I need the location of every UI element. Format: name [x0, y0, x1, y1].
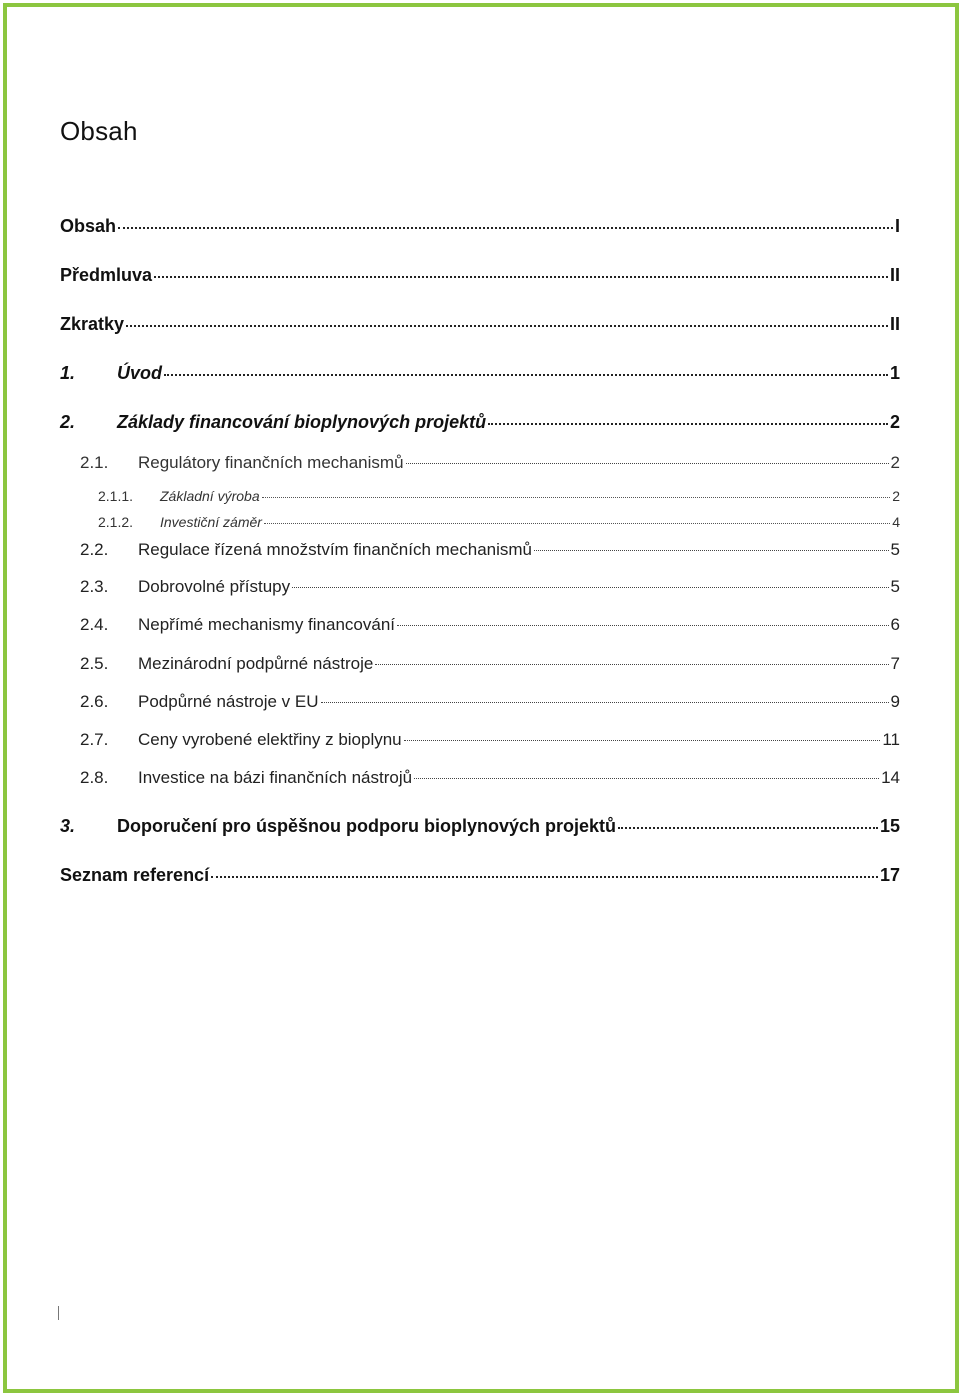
toc-entry-2-5[interactable]	[60, 654, 900, 674]
toc-entry-2-3[interactable]	[60, 577, 900, 597]
toc-entry-2-1-1[interactable]	[60, 488, 900, 504]
toc-page-number: 2	[889, 412, 900, 432]
toc-entry-number: 2.2.	[80, 540, 109, 559]
toc-entry-title: Základní výroba	[160, 488, 260, 504]
toc-entry-title: Investice na bázi finančních nástrojů	[138, 768, 413, 787]
toc-entry-title: Úvod	[117, 363, 162, 383]
toc-entry-title: Obsah	[60, 216, 117, 236]
toc-page-number: 7	[890, 654, 900, 673]
toc-entry-number: 2.5.	[80, 654, 109, 673]
toc-entry-title: Základy financování bioplynových projektů	[117, 412, 487, 432]
toc-entry-number: 2.8.	[80, 768, 109, 787]
toc-entry-title: Regulátory finančních mechanismů	[138, 453, 404, 472]
toc-page-number: 14	[881, 768, 900, 787]
toc-entry-title: Zkratky	[60, 314, 125, 334]
toc-page-number: 1	[889, 363, 900, 383]
dot-leader	[488, 423, 888, 425]
dot-leader	[118, 227, 893, 229]
toc-entry-number: 2.6.	[80, 692, 109, 711]
dot-leader	[154, 276, 888, 278]
toc-entry-title: Dobrovolné přístupy	[138, 577, 291, 596]
toc-page-number: 6	[890, 615, 900, 634]
toc-entry-title: Mezinárodní podpůrné nástroje	[138, 654, 374, 673]
toc-entry-number: 3.	[60, 816, 76, 836]
toc-entry-number: 2.7.	[80, 730, 109, 749]
toc-entry-number: 2.1.2.	[98, 514, 134, 530]
toc-page-number: II	[889, 265, 900, 285]
dot-leader	[292, 587, 888, 588]
toc-page-number: 17	[879, 865, 900, 885]
toc-entry-doporuceni[interactable]	[60, 816, 900, 837]
toc-entry-2-1-2[interactable]	[60, 514, 900, 530]
toc-entry-title: Ceny vyrobené elektřiny z bioplynu	[138, 730, 402, 749]
toc-entry-title: Doporučení pro úspěšnou podporu bioplynových projektů	[117, 816, 617, 836]
toc-entry-number: 2.	[60, 412, 76, 432]
dot-leader	[397, 625, 889, 626]
toc-entry-predmluva[interactable]	[60, 265, 900, 286]
toc-entry-zaklady[interactable]	[60, 412, 900, 433]
page-footer-number	[58, 1306, 59, 1320]
toc-page-number: 2	[890, 453, 900, 472]
dot-leader	[406, 463, 889, 464]
dot-leader	[262, 497, 891, 498]
toc-page-number: 15	[879, 816, 900, 836]
toc-entry-number: 2.1.1.	[98, 488, 134, 504]
toc-entry-title: Regulace řízená množstvím finančních mechanismů	[138, 540, 533, 559]
toc-entry-title: Předmluva	[60, 265, 153, 285]
toc-page-number: 2	[892, 488, 900, 504]
dot-leader	[375, 664, 888, 665]
toc-page-number: II	[889, 314, 900, 334]
toc-page-number: I	[894, 216, 900, 236]
toc-page-number: 9	[890, 692, 900, 711]
toc-entry-seznam-referenci[interactable]	[60, 865, 900, 886]
dot-leader	[534, 550, 889, 551]
dot-leader	[164, 374, 888, 376]
toc-page-number: 4	[892, 514, 900, 530]
dot-leader	[321, 702, 889, 703]
toc-entry-number: 2.4.	[80, 615, 109, 634]
dot-leader	[126, 325, 888, 327]
toc-entry-title: Investiční záměr	[160, 514, 262, 530]
dot-leader	[414, 778, 879, 779]
toc-entry-2-6[interactable]	[60, 692, 900, 712]
toc-entry-2-2[interactable]	[60, 540, 900, 560]
toc-entry-2-8[interactable]	[60, 768, 900, 788]
dot-leader	[211, 876, 878, 878]
toc-entry-2-1[interactable]	[60, 453, 900, 473]
page-title: Obsah	[60, 116, 138, 146]
toc-page-number: 5	[890, 577, 900, 596]
dot-leader	[404, 740, 881, 741]
toc-entry-title: Seznam referencí	[60, 865, 210, 885]
toc-entry-2-7[interactable]	[60, 730, 900, 750]
dot-leader	[264, 523, 890, 524]
dot-leader	[618, 827, 878, 829]
toc-entry-title: Nepřímé mechanismy financování	[138, 615, 396, 634]
toc-page-number: 11	[882, 730, 900, 749]
toc-entry-number: 2.3.	[80, 577, 109, 596]
toc-entry-title: Podpůrné nástroje v EU	[138, 692, 319, 711]
toc-entry-uvod[interactable]	[60, 363, 900, 384]
toc-page-number: 5	[890, 540, 900, 559]
toc-entry-2-4[interactable]	[60, 615, 900, 635]
toc-entry-zkratky[interactable]	[60, 314, 900, 335]
toc-entry-number: 1.	[60, 363, 76, 383]
toc-entry-number: 2.1.	[80, 453, 109, 472]
toc-entry-obsah[interactable]	[60, 216, 900, 237]
